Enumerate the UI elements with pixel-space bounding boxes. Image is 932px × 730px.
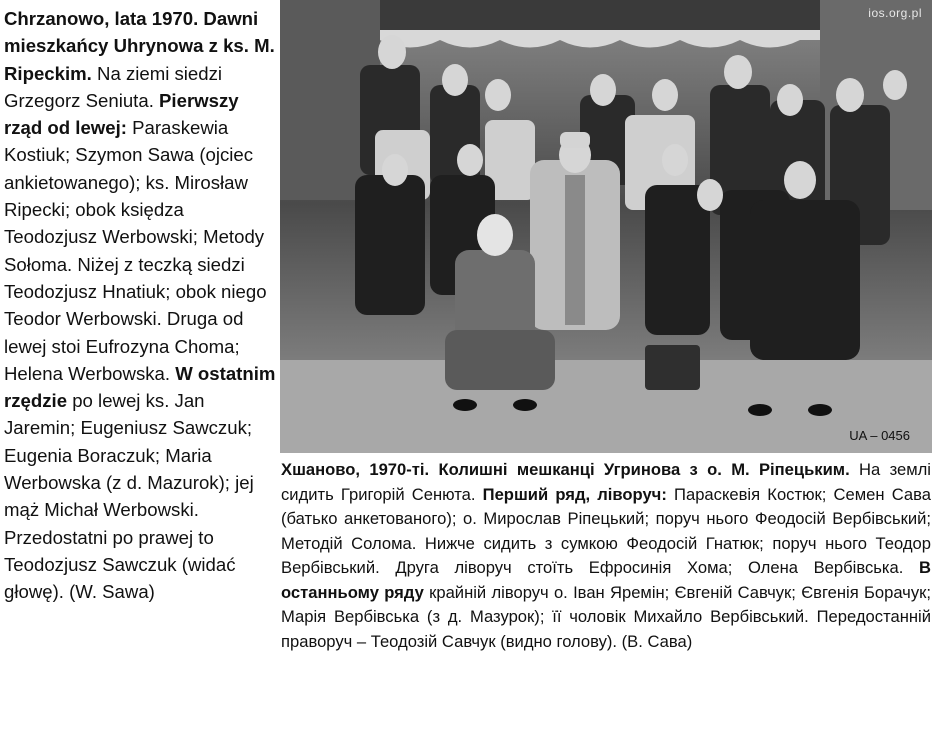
polish-caption-bold-1: Pierwszy rząd od lewej: — [4, 89, 239, 139]
polish-caption — [4, 5, 276, 606]
briefcase — [645, 345, 700, 390]
priest-mitre — [560, 132, 590, 148]
polish-caption-text-3: po lewej ks. Jan Jaremin; Eugeniusz Sawczuk; Eugenia Boraczuk; Maria Werbowska (z d. Mazurok); jej mąż Michał Werbowski. Przedostatni po prawej to Teodozjusz Sawczuk (widać głowę). (W. Sawa) — [4, 390, 254, 603]
front-woman-face — [477, 214, 513, 256]
photo-illustration — [280, 0, 932, 453]
ground — [280, 360, 932, 453]
priest-stole — [565, 175, 585, 325]
ukrainian-caption-text-2: Параскевія Костюк; Семен Сава (батько анкетованого); о. Мирослав Ріпецький; поруч нього Феодосій Вербівський; Методій Солома. Нижче сидить з сумкою Феодосій Гнатюк; поруч нього Теодор Вербівський. Друга ліворуч стоїть Ефросинія Хома; Олена Вербівська. — [281, 484, 931, 577]
ukrainian-caption — [281, 458, 931, 654]
polish-caption-text-2: Paraskewia Kostiuk; Szymon Sawa (ojciec ankietowanego); ks. Mirosław Ripecki; obok księdza Teodozjusz Werbowski; Metody Sołoma. Niżej z teczką siedzi Teodozjusz Hnatiuk; obok niego Teodor Werbowski. Druga od lewej stoi Eufrozyna Choma; Helena Werbowska. — [4, 117, 267, 384]
ukrainian-caption-title: Хшаново, 1970-ті. Колишні мешканці Угринова з о. М. Ріпецьким. — [281, 460, 850, 479]
ukrainian-caption-text-3: крайній ліворуч о. Іван Яремін; Євгеній Савчук; Євгенія Борачук; Марія Вербівська (з д. Мазурок); її чоловік Михайло Вербівський. Передостанній праворуч – Теодозій Савчук (видно голову). (В. Сава) — [281, 582, 931, 651]
photo-id-label: UA – 0456 — [849, 428, 910, 443]
ukrainian-caption-bold-2: В останньому ряду — [281, 558, 931, 602]
polish-caption-text-1: Na ziemi siedzi Grzegorz Seniuta. — [4, 62, 223, 111]
ukrainian-caption-text-1: На землі сидить Григорій Сенюта. — [281, 460, 931, 504]
polish-caption-bold-2: W ostatnim rzędzie — [4, 362, 276, 412]
watermark: ios.org.pl — [868, 6, 922, 20]
ukrainian-caption-bold-1: Перший ряд, ліворуч: — [482, 484, 667, 504]
polish-caption-title: Chrzanowo, lata 1970. Dawni mieszkańcy Uhrynowa z ks. M. Ripeckim. — [4, 8, 275, 84]
archival-group-photo — [280, 0, 932, 453]
front-woman-legs — [445, 330, 555, 390]
